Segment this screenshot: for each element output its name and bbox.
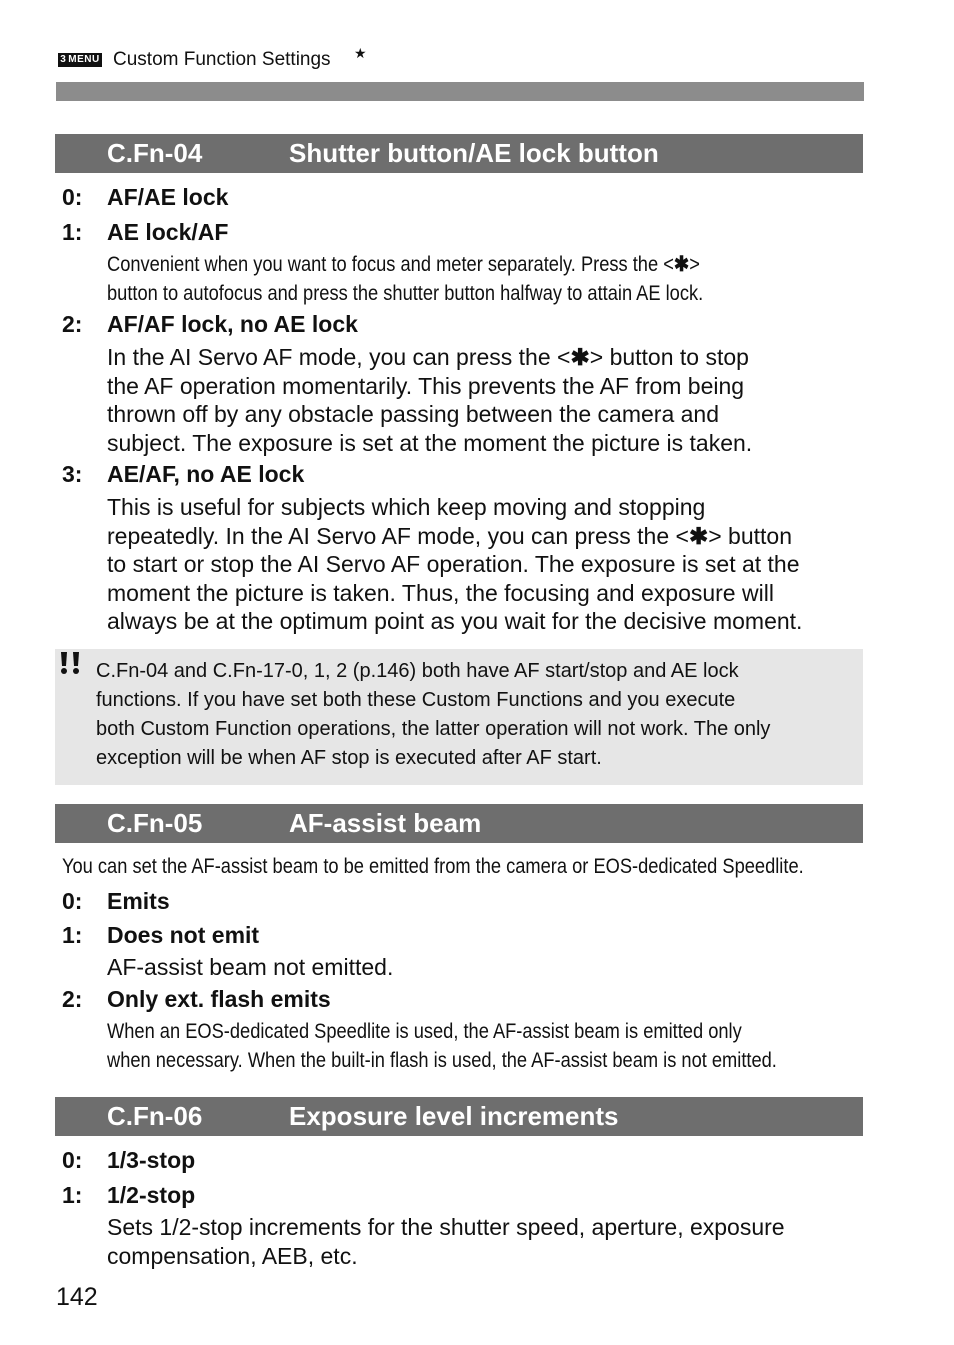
option-label: 1/2-stop <box>107 1182 196 1208</box>
caution-text <box>96 657 770 773</box>
desc-line: the AF operation momentarily. This prevents the AF from being <box>107 372 745 399</box>
desc-line: thrown off by any obstacle passing between the camera and <box>107 401 720 428</box>
option-number: 1: <box>62 1182 83 1208</box>
desc-line: AF-assist beam not emitted. <box>107 954 394 980</box>
desc-text: repeatedly. In the AI Servo AF mode, you can press the < <box>107 522 689 549</box>
caution-line: both Custom Function operations, the latter operation will not work. The only <box>96 718 771 740</box>
option-label: 1/3-stop <box>107 1147 196 1173</box>
option-number: 1: <box>62 219 83 245</box>
option-label: Only ext. flash emits <box>107 986 331 1012</box>
section-header-cfn04 <box>55 134 863 173</box>
option-description <box>107 953 393 982</box>
section-header-cfn05 <box>55 804 863 843</box>
desc-line: This is useful for subjects which keep moving and stopping <box>107 494 706 520</box>
caution-line: C.Fn-04 and C.Fn-17-0, 1, 2 (p.146) both have AF start/stop and AE lock <box>96 660 739 682</box>
desc-line: to start or stop the AI Servo AF operation. The exposure is set at the <box>107 551 800 578</box>
option-description <box>107 493 802 636</box>
menu-badge-label: MENU <box>68 54 100 65</box>
desc-text: > button <box>708 522 793 549</box>
option-label: Does not emit <box>107 922 260 948</box>
section-header-cfn06 <box>55 1097 863 1136</box>
af-on-star-icon: ✱ <box>673 253 690 276</box>
af-on-star-icon: ✱ <box>570 344 590 370</box>
header-title: Custom Function Settings <box>113 49 331 70</box>
option-label: AE/AF, no AE lock <box>107 461 305 487</box>
option-description <box>107 1018 777 1075</box>
caution-line: functions. If you have set both these Custom Functions and you execute <box>96 689 736 711</box>
option-number: 0: <box>62 184 83 210</box>
desc-text: > button to stop <box>589 344 749 370</box>
option-number: 2: <box>62 986 83 1012</box>
desc-line: when necessary. When the built-in flash is used, the AF-assist beam is not emitted. <box>107 1048 777 1072</box>
desc-line: always be at the optimum point as you wait for the decisive moment. <box>107 608 803 635</box>
option-label: AF/AF lock, no AE lock <box>107 311 358 337</box>
option-number: 1: <box>62 922 83 948</box>
option-description <box>107 251 703 308</box>
header-star-icon: ★ <box>354 45 367 61</box>
desc-line: subject. The exposure is set at the moment the picture is taken. <box>107 429 753 456</box>
desc-line: When an EOS-dedicated Speedlite is used, the AF-assist beam is emitted only <box>107 1020 742 1043</box>
menu-badge <box>58 53 102 67</box>
section-code: C.Fn-06 <box>107 1101 203 1131</box>
option-description <box>107 1213 785 1270</box>
desc-text: Convenient when you want to focus and meter separately. Press the < <box>107 253 674 276</box>
desc-line: Sets 1/2-stop increments for the shutter speed, aperture, exposure <box>107 1214 785 1240</box>
section-code: C.Fn-05 <box>107 808 203 838</box>
option-number: 3: <box>62 461 83 487</box>
option-description <box>107 343 752 457</box>
section-title: Shutter button/AE lock button <box>289 138 659 168</box>
desc-line: compensation, AEB, etc. <box>107 1242 358 1269</box>
desc-text: In the AI Servo AF mode, you can press the < <box>107 344 571 370</box>
section-title: AF-assist beam <box>289 808 482 838</box>
option-label: Emits <box>107 888 170 914</box>
desc-line: button to autofocus and press the shutter button halfway to attain AE lock. <box>107 281 704 305</box>
caution-icon <box>57 650 83 676</box>
menu-badge-number: 3 <box>60 54 67 65</box>
section-code: C.Fn-04 <box>107 138 203 168</box>
page-number: 142 <box>56 1283 98 1311</box>
option-label: AE lock/AF <box>107 219 229 245</box>
section-title: Exposure level increments <box>289 1101 619 1131</box>
header-rule <box>56 82 864 101</box>
desc-line: moment the picture is taken. Thus, the focusing and exposure will <box>107 579 774 606</box>
desc-text: > <box>689 253 700 276</box>
option-number: 0: <box>62 1147 83 1173</box>
section-intro: You can set the AF-assist beam to be emitted from the camera or EOS-dedicated Speedlite. <box>62 855 804 878</box>
option-number: 0: <box>62 888 83 914</box>
af-on-star-icon: ✱ <box>688 522 709 549</box>
option-number: 2: <box>62 311 83 337</box>
option-label: AF/AE lock <box>107 184 229 210</box>
caution-line: exception will be when AF stop is executed after AF start. <box>96 747 602 769</box>
